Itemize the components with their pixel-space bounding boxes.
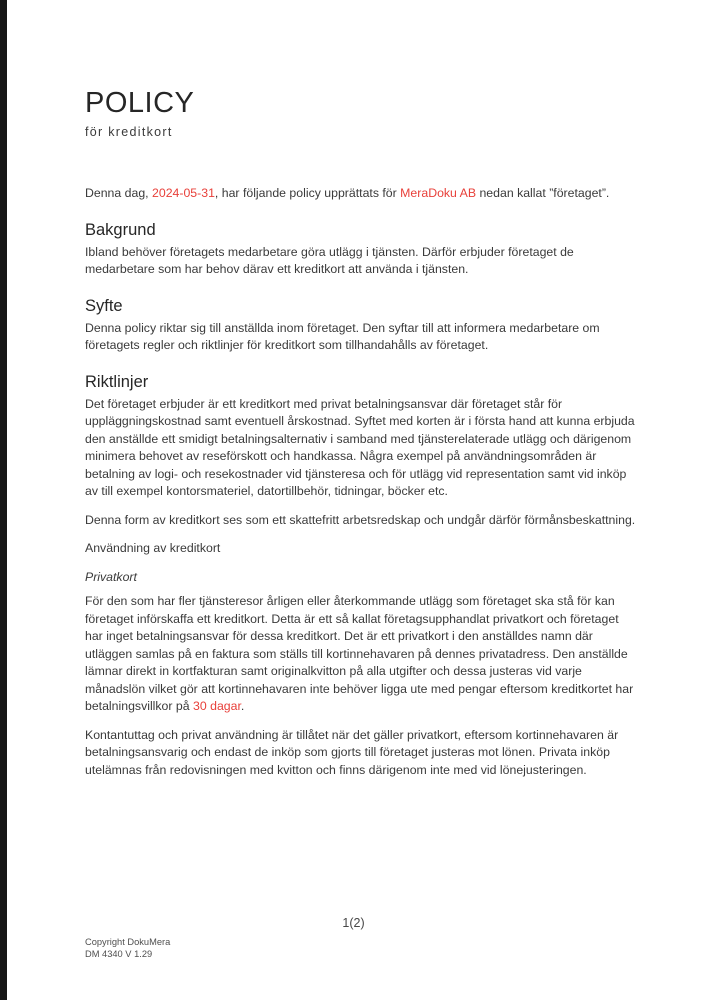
document-title: POLICY [85,87,195,119]
text-segment: Kontantuttag och privat användning är tillåtet när det gäller privatkort, eftersom kortinnehavaren är betalningsansvarig och endast de inköp som gjorts till företaget justeras mot lönen. Privata inköp utelämnas från redovisningen med kvitton och finns därigenom inte med vid lönejusteringen. [85,727,619,777]
sub-heading-italic: Privatkort [85,569,137,584]
text-segment: Denna policy riktar sig till anställda inom företaget. Den syftar till att informera medarbetare om företagets regler och riktlinjer för kreditkort som tillhandahålls av företaget. [85,320,600,352]
page-number: 1(2) [342,916,365,930]
sub-heading: Användning av kreditkort [85,541,221,555]
red-highlight: 2024-05-31 [152,186,215,200]
body-paragraph [85,727,637,780]
document-version: DM 4340 V 1.29 [85,948,153,959]
document-content [85,0,637,790]
body-paragraph [85,320,637,355]
text-segment: Denna form av kreditkort ses som ett skattefritt arbetsredskap och undgår därför förmånsbeskattning. [85,512,636,527]
text-segment: Det företaget erbjuder är ett kreditkort med privat betalningsansvar där företaget står för uppläggningskostnad samt eventuell årskostnad. Syftet med korten är i första hand att kunna erbjuda den anställde ett smidigt betalningsalternativ i samband med tjänsterelaterade utlägg och därigenom minimera behovet av reseförskott och handkassa. Några exempel på användningsområden är betalning av logi- och resekostnader vid tjänsteresa och för utlägg vid representation samt vid inköp av till exempel kontorsmateriel, datortillbehör, tidningar, böcker etc. [85,396,635,498]
text-segment: , har följande policy upprättats för [214,186,401,200]
intro-paragraph [85,185,637,203]
body-paragraph [85,396,637,501]
section-heading: Syfte [85,296,123,315]
text-segment: nedan kallat ”företaget”. [476,186,610,200]
document-body [85,185,637,779]
section-heading: Bakgrund [85,220,156,239]
page-edge-strip [0,0,7,1000]
document-subtitle: för kreditkort [85,125,173,139]
copyright-block [85,937,170,960]
body-paragraph [85,512,637,530]
red-highlight: MeraDoku AB [400,186,477,200]
body-paragraph [85,244,637,279]
body-paragraph [85,593,637,716]
copyright-line: Copyright DokuMera [85,937,171,947]
text-segment: . [240,699,245,713]
text-segment: För den som har fler tjänsteresor årligen eller återkommande utlägg som företaget ska stå för kan företaget införskaffa ett kreditkort. Detta är ett så kallat företagsupphandlat privatkort och företaget har inget betalningsansvar för dessa kreditkort. Det är ett privatkort i den anställdes namn där utläggen samlas på en faktura som ställs till kortinnehavaren på dennes privatadress. Den anställde lämnar direkt in kortfakturan samt originalkvitton på alla utgifter och dessa justeras vid varje månadslön vilket gör att kortinnehavaren inte behöver ligga ute med pengar eftersom kreditkortet har betalningsvillkor på [85,594,634,713]
text-segment: Ibland behöver företagets medarbetare göra utlägg i tjänsten. Därför erbjuder företaget de medarbetare som har behov därav ett kreditkort att använda i tjänsten. [85,244,574,276]
red-highlight: 30 dagar [193,699,241,713]
text-segment: Denna dag, [85,186,153,200]
section-heading: Riktlinjer [85,372,149,391]
